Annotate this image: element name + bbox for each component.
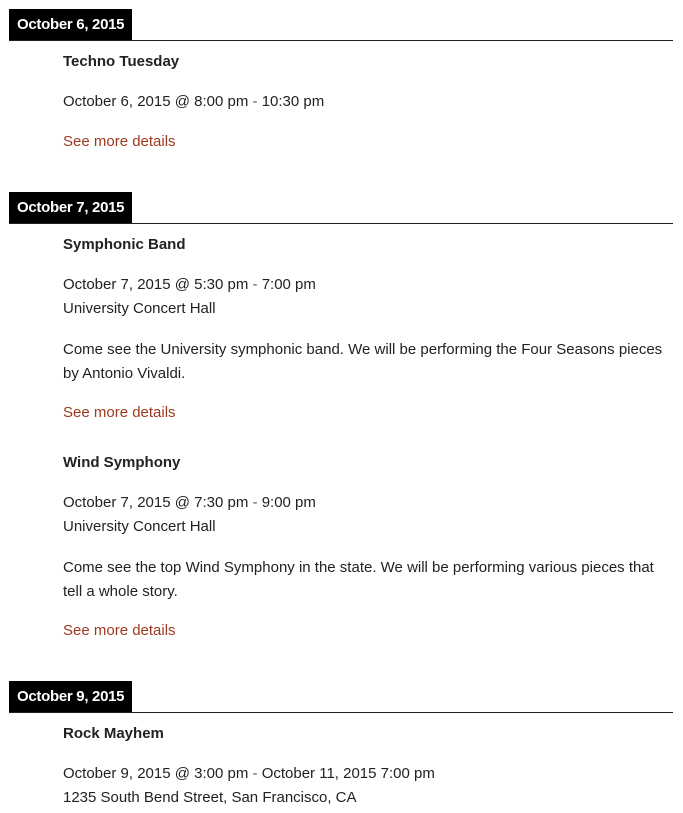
- day-header: [9, 9, 673, 41]
- see-more-details-link[interactable]: See more details: [63, 622, 176, 639]
- event-start: October 6, 2015 @ 8:00 pm: [63, 93, 249, 110]
- event-end: 7:00 pm: [261, 276, 316, 293]
- event-datetime: [63, 491, 316, 515]
- event-venue: University Concert Hall: [63, 300, 216, 317]
- day-group-oct-7: [9, 192, 673, 639]
- event-end: 9:00 pm: [261, 494, 316, 511]
- event-title[interactable]: Wind Symphony: [63, 454, 181, 471]
- event-separator: -: [252, 494, 258, 511]
- event-end: 10:30 pm: [261, 93, 325, 110]
- day-group-oct-9: [9, 681, 673, 806]
- event-datetime: [63, 273, 316, 297]
- see-more-details-link[interactable]: See more details: [63, 133, 176, 150]
- day-header: [9, 192, 673, 224]
- event-venue: 1235 South Bend Street, San Francisco, CA: [63, 789, 357, 806]
- event-venue: University Concert Hall: [63, 518, 216, 535]
- event-start: October 7, 2015 @ 5:30 pm: [63, 276, 249, 293]
- event-separator: -: [252, 765, 258, 782]
- event-description: Come see the University symphonic band. We will be performing the Four Seasons pieces by Antonio Vivaldi.: [63, 341, 663, 382]
- event-datetime: [63, 762, 435, 786]
- day-label: October 7, 2015: [9, 192, 132, 223]
- event-start: October 7, 2015 @ 7:30 pm: [63, 494, 249, 511]
- event-start: October 9, 2015 @ 3:00 pm: [63, 765, 249, 782]
- event-description: Come see the top Wind Symphony in the state. We will be performing various pieces that tell a whole story.: [63, 559, 654, 600]
- day-label: October 9, 2015: [9, 681, 132, 712]
- event-title[interactable]: Techno Tuesday: [63, 53, 180, 70]
- event-separator: -: [252, 276, 258, 293]
- see-more-details-link[interactable]: See more details: [63, 404, 176, 421]
- event-title[interactable]: Symphonic Band: [63, 236, 186, 253]
- event-datetime: [63, 90, 324, 114]
- day-label: October 6, 2015: [9, 9, 132, 40]
- day-header: [9, 681, 673, 713]
- event-separator: -: [252, 93, 258, 110]
- event-end: October 11, 2015 7:00 pm: [261, 765, 435, 782]
- event-title[interactable]: Rock Mayhem: [63, 725, 164, 742]
- day-group-oct-6: [9, 9, 673, 150]
